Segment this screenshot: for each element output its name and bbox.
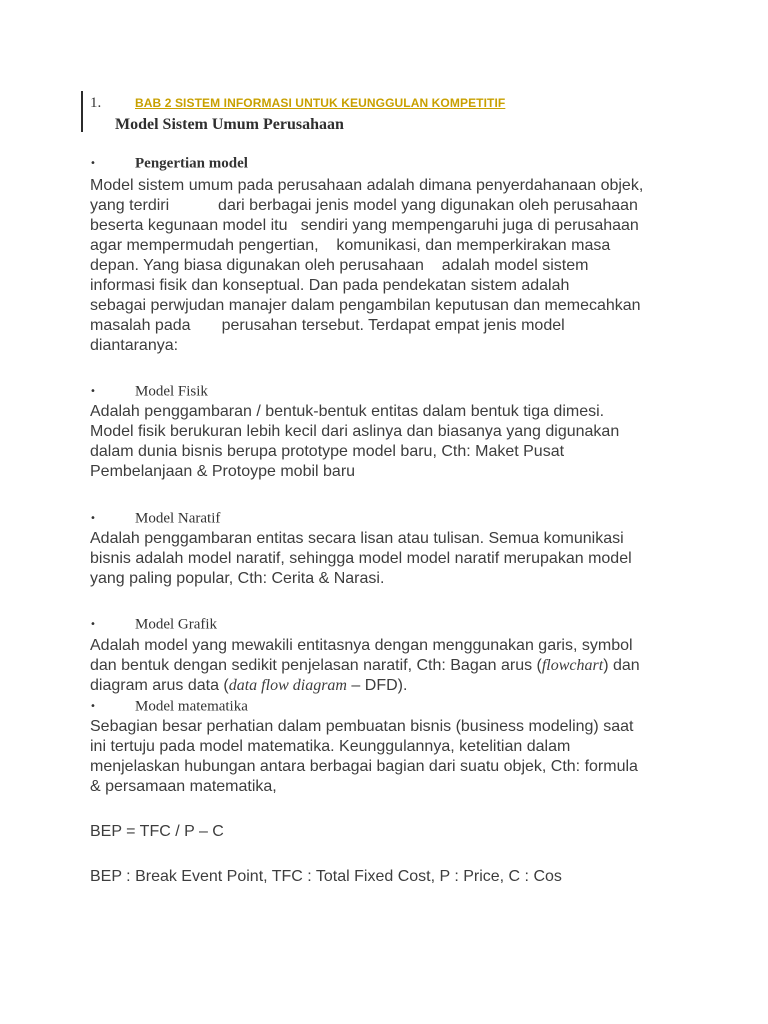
bullet-label: Model matematika [135,698,248,715]
term-data-flow-diagram: data flow diagram [228,677,347,694]
bullet-model-fisik [90,383,208,401]
term-flowchart: flowchart [541,657,604,674]
formula-bep: BEP = TFC / P – C [90,823,224,840]
bullet-pengertian-model [90,155,248,173]
grafik-line-3b: – DFD). [346,677,408,694]
paragraph-model-matematika: Sebagian besar perhatian dalam pembuatan bisnis (business modeling) saat ini tertuju pada model matematika. Keunggulannya, ketelitian dalam menjelaskan hubungan antara berbagai bagian dari suatu objek, Cth: formula & persamaan matematika, [90,718,638,795]
list-number: 1. [90,95,102,111]
grafik-line-3a: diagram arus data ( [90,677,229,694]
paragraph-pengertian-model: Model sistem umum pada perusahaan adalah dimana penyerdahanaan objek, yang terdiri dari berbagai jenis model yang digunakan oleh perusahaan beserta kegunaan model itu sendiri yang mempengaruhi juga di perusahaan agar mempermudah pengertian, komunikasi, dan memperkirakan masa depan. Yang biasa digunakan oleh perusahaan adalah model sistem informasi fisik dan konseptual. Dan pada pendekatan sistem adalah sebagai perwjudan manajer dalam pengambilan keputusan dan memecahkan masalah pada perusahan tersebut. Terdapat empat jenis model diantaranya: [90,177,644,354]
bullet-model-naratif [90,510,220,528]
margin-bar [81,91,83,132]
formula-legend: BEP : Break Event Point, TFC : Total Fixed Cost, P : Price, C : Cos [90,868,562,885]
bullet-glyph: • [90,513,96,525]
section-subtitle: Model Sistem Umum Perusahaan [115,116,344,133]
grafik-line-2b: ) dan [603,657,640,674]
bullet-glyph: • [90,619,96,631]
grafik-line-1: Adalah model yang mewakili entitasnya dengan menggunakan garis, symbol [90,637,633,654]
bullet-label: Model Fisik [135,383,208,400]
bullet-glyph: • [90,701,96,713]
grafik-line-2a: dan bentuk dengan sedikit penjelasan naratif, Cth: Bagan arus ( [90,657,542,674]
bullet-model-matematika [90,698,248,716]
chapter-title: BAB 2 SISTEM INFORMASI UNTUK KEUNGGULAN KOMPETITIF [135,96,506,110]
bullet-model-grafik [90,616,217,634]
bullet-label: Model Naratif [135,510,221,527]
bullet-label: Pengertian model [135,155,248,172]
bullet-label: Model Grafik [135,616,218,633]
paragraph-model-grafik [90,636,690,696]
paragraph-model-fisik: Adalah penggambaran / bentuk-bentuk entitas dalam bentuk tiga dimesi. Model fisik berukuran lebih kecil dari aslinya dan biasanya yang digunakan dalam dunia bisnis berupa prototype model baru, Cth: Maket Pusat Pembelanjaan & Protoype mobil baru [90,403,620,480]
paragraph-model-naratif: Adalah penggambaran entitas secara lisan atau tulisan. Semua komunikasi bisnis adalah model naratif, sehingga model model naratif merupakan model yang paling popular, Cth: Cerita & Narasi. [90,530,632,587]
bullet-glyph: • [90,386,96,398]
bullet-glyph: • [90,158,96,170]
